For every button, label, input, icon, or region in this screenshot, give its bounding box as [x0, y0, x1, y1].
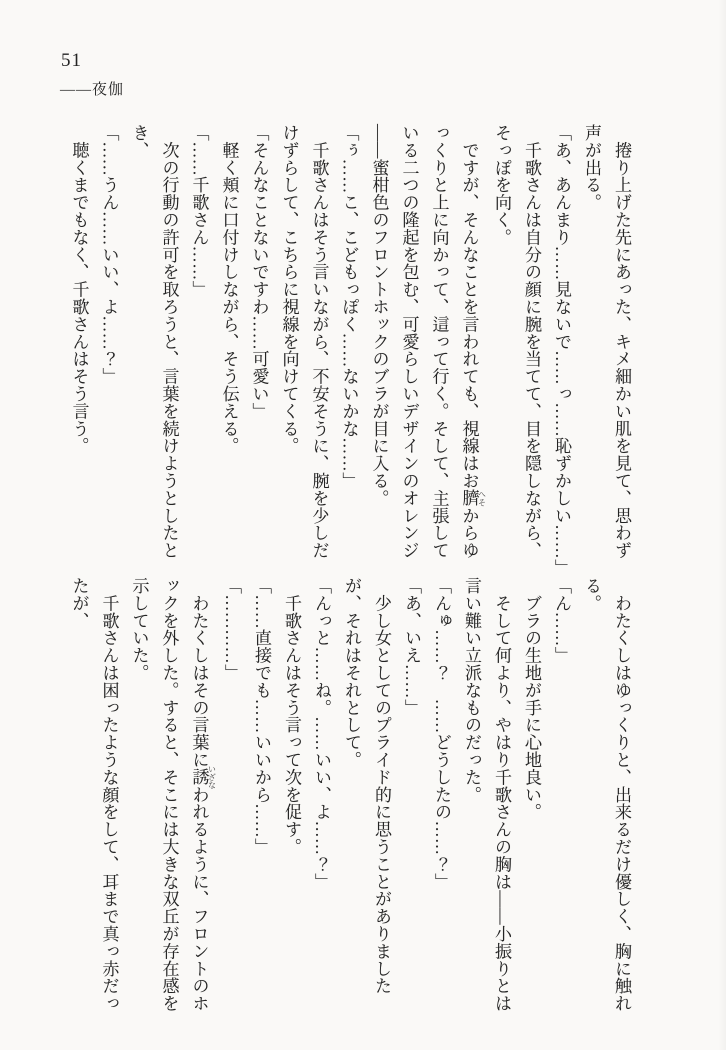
text-line: 千歌さんは自分の顔に腕を当てて、目を隠しながら、	[522, 124, 541, 559]
ruby-annotated-kanji: 誘 いざな	[189, 765, 217, 790]
text-line: 千歌さんはそう言いながら、不安そうに、腕を少しだ	[309, 124, 329, 559]
text-line: き、	[129, 124, 149, 159]
text-line: 「そんなことないですわ……可愛い」	[249, 124, 269, 420]
text-line: 「ん……」	[552, 577, 571, 664]
text-line: 「…………」	[222, 577, 241, 682]
text-line: けずらして、こちらに視線を向けてくる。	[279, 124, 299, 455]
text-line: 「あ、あんまり……見ないで……っ……恥ずかしい……」	[552, 124, 571, 577]
text-line: ブラの生地が手に心地良い。	[522, 577, 541, 821]
page-number: 51	[61, 50, 82, 71]
text-line: ックを外した。すると、そこには大きな双丘が存在感を	[159, 577, 179, 1012]
text-line: 言い難い立派なものだった。	[462, 577, 481, 804]
text-line: 「んゅ……？ ……どうしたの……？」	[432, 577, 451, 891]
ruby-annotated-kanji: 臍 へそ	[459, 489, 487, 507]
text-line: 少し女としてのプライド的に思うことがありました	[372, 577, 391, 995]
text-line: っくりと上に向かって、這って行く。そして、主張して	[429, 124, 449, 559]
text-line: 「んっと……ね。……いい、よ……？」	[312, 577, 331, 891]
text-line: が、それはそれとして。	[342, 577, 361, 769]
text-line: 千歌さんはそう言って次を促す。	[282, 577, 301, 856]
text-line: わたくしはゆっくりと、出来るだけ優しく、胸に触れ	[612, 577, 631, 1012]
text-line: 「……直接でも……いいから……」	[252, 577, 271, 856]
text-line: ――蜜柑色のフロントホックのブラが目に入る。	[369, 124, 389, 507]
text-line: る。	[582, 577, 601, 612]
text-block-bottom	[64, 577, 637, 1012]
text-line: 次の行動の許可を取ろうと、言葉を続けようとしたと	[159, 124, 179, 559]
text-line: 聴くまでもなく、千歌さんはそう言う。	[69, 124, 89, 455]
text-line: 「ぅ……こ、こどもっぽく……ないかな……」	[339, 124, 359, 490]
text-line: 声が出る。	[582, 124, 601, 211]
text-block-top	[64, 124, 637, 576]
text-line: 「……千歌さん……」	[189, 124, 209, 298]
text-line: たが、	[69, 577, 89, 630]
text-line: わたくしはその言葉に誘 いざなわれるように、フロントのホ	[189, 577, 217, 1013]
text-line: ですが、そんなことを言われても、視線はお臍 へそからゆ	[459, 124, 487, 560]
text-line: 軽く頬に口付けしながら、そう伝える。	[219, 124, 239, 455]
text-line: 「あ、いえ……」	[402, 577, 421, 717]
text-line: 「……うん……いい、よ……？」	[99, 124, 119, 385]
text-line: 示していた。	[129, 577, 149, 682]
text-line: そして何より、やはり千歌さんの胸は――小振りとは	[492, 577, 511, 1012]
text-line: 千歌さんは困ったような顔をして、耳まで真っ赤だっ	[99, 577, 119, 1012]
text-line: いる二つの隆起を包む、可愛らしいデザインのオレンジ	[399, 124, 419, 559]
running-header: ――夜伽	[60, 82, 125, 98]
text-line: そっぽを向く。	[492, 124, 511, 246]
text-line: 捲り上げた先にあった、キメ細かい肌を見て、思わず	[612, 124, 631, 559]
